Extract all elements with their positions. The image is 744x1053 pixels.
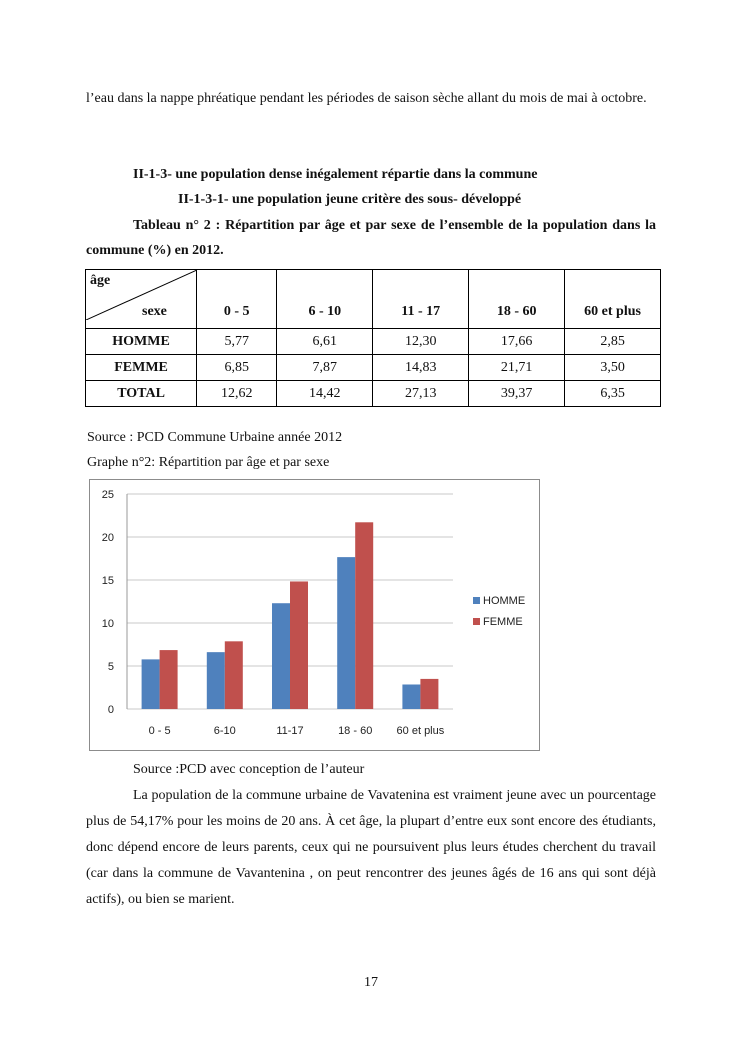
- table-cell: 39,37: [469, 381, 565, 407]
- table-row: [86, 329, 661, 355]
- table-cell: 6,61: [277, 329, 373, 355]
- y-tick-label: 15: [101, 575, 114, 587]
- bar-femme: [355, 522, 373, 709]
- table-cell: 7,87: [277, 355, 373, 381]
- chart-canvas: [90, 480, 539, 750]
- table-cell: 6,35: [565, 381, 661, 407]
- bar-femme: [160, 650, 178, 709]
- intro-paragraph: l’eau dans la nappe phréatique pendant les périodes de saison sèche allant du mois de mai à octobre.: [86, 91, 647, 106]
- subsection-heading: II-1-3-1- une population jeune critère des sous- développé: [178, 192, 522, 207]
- table-cell: 5,77: [197, 329, 277, 355]
- table-corner-cell: [86, 270, 197, 329]
- bar-femme: [225, 641, 243, 709]
- table-header-row: [86, 270, 661, 329]
- bar-homme: [142, 659, 160, 709]
- table-row: [86, 355, 661, 381]
- row-label: HOMME: [86, 329, 197, 355]
- row-label: FEMME: [86, 355, 197, 381]
- body-paragraph: La population de la commune urbaine de Vavatenina est vraiment jeune avec un pourcentage plus de 54,17% pour les moins de 20 ans. À cet âge, la plupart d’entre eux sont encore des étudiants, donc dépend encore de leurs parents, ceux qui ne poursuivent plus leurs études cherchent du travail (car dans la commune de Vavantenina , on peut rencontrer des jeunes âgés de 16 ans qui sont déjà actifs), ou bien se marient.: [86, 788, 656, 907]
- column-header: 60 et plus: [565, 270, 661, 329]
- table-cell: 21,71: [469, 355, 565, 381]
- y-tick-label: 10: [101, 618, 114, 630]
- table-cell: 12,62: [197, 381, 277, 407]
- sex-header: sexe: [142, 304, 167, 319]
- table-cell: 12,30: [373, 329, 469, 355]
- table-title: Tableau n° 2 : Répartition par âge et par sexe de l’ensemble de la population dans la commune (%) en 2012.: [86, 218, 656, 258]
- table-cell: 3,50: [565, 355, 661, 381]
- x-tick-label: 0 - 5: [148, 725, 171, 737]
- graph-title: Graphe n°2: Répartition par âge et par sexe: [87, 455, 330, 470]
- row-label: TOTAL: [86, 381, 197, 407]
- section-heading: II-1-3- une population dense inégalement répartie dans la commune: [133, 167, 538, 182]
- table-source: Source : PCD Commune Urbaine année 2012: [87, 430, 343, 445]
- column-header: 0 - 5: [197, 270, 277, 329]
- column-header: 11 - 17: [373, 270, 469, 329]
- x-tick-label: 6-10: [213, 725, 236, 737]
- y-tick-label: 25: [101, 489, 114, 501]
- population-table: [85, 269, 661, 407]
- age-header: âge: [90, 273, 111, 288]
- table-cell: 6,85: [197, 355, 277, 381]
- y-tick-label: 5: [107, 661, 114, 673]
- graph-source: Source :PCD avec conception de l’auteur: [133, 762, 365, 777]
- x-tick-label: 60 et plus: [396, 725, 445, 737]
- x-tick-label: 18 - 60: [338, 725, 373, 737]
- table-row: [86, 381, 661, 407]
- y-tick-label: 0: [107, 704, 114, 716]
- page-number: 17: [364, 975, 378, 990]
- table-cell: 17,66: [469, 329, 565, 355]
- table-cell: 2,85: [565, 329, 661, 355]
- bar-chart: [89, 479, 540, 751]
- column-header: 6 - 10: [277, 270, 373, 329]
- bar-femme: [290, 581, 308, 709]
- legend-label: FEMME: [483, 616, 523, 628]
- table-cell: 27,13: [373, 381, 469, 407]
- bar-femme: [420, 679, 438, 709]
- legend-label: HOMME: [483, 595, 526, 607]
- bar-homme: [402, 684, 420, 709]
- bar-homme: [272, 603, 290, 709]
- table-cell: 14,83: [373, 355, 469, 381]
- bar-homme: [337, 557, 355, 709]
- legend-swatch: [473, 597, 480, 604]
- legend-swatch: [473, 618, 480, 625]
- y-tick-label: 20: [101, 532, 114, 544]
- bar-homme: [207, 652, 225, 709]
- x-tick-label: 11-17: [276, 725, 304, 737]
- column-header: 18 - 60: [469, 270, 565, 329]
- table-cell: 14,42: [277, 381, 373, 407]
